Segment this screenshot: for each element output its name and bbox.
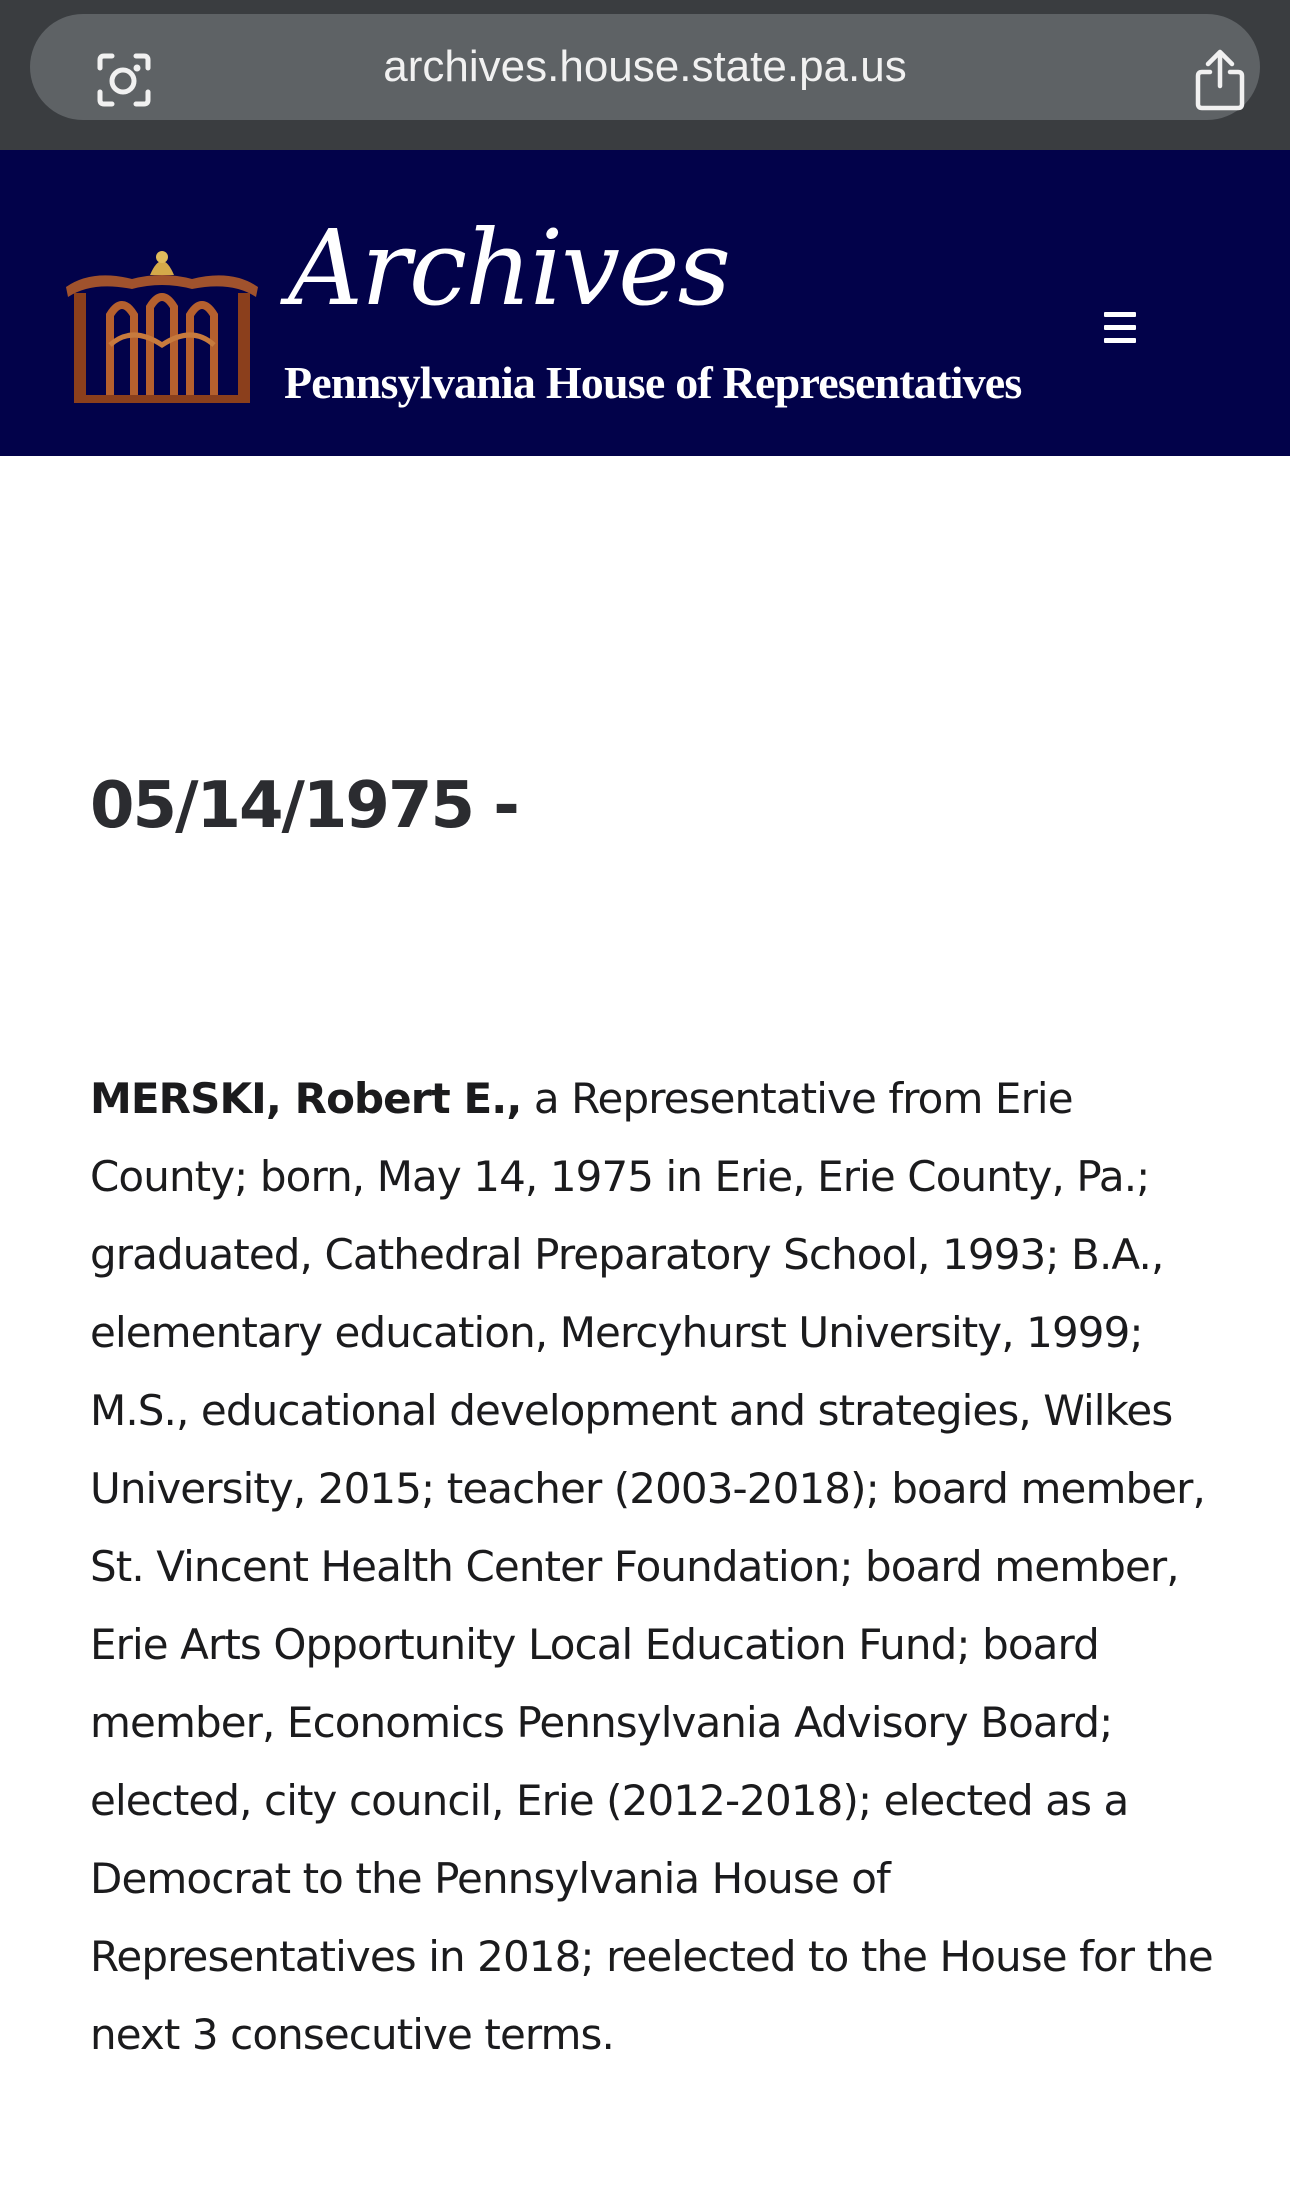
biography-text: a Representative from Erie County; born, May 14, 1975 in Erie, Erie County, Pa.; graduated, Cathedral Preparatory School, 1993; B.A., elementary education, Mercyhurst University, 1999; M.S., educational development and strategies, Wilkes University, 2015; teacher (2003-2018); board member, St. Vincent Health Center Foundation; board member, Erie Arts Opportunity Local Education Fund; board member, Economics Pennsylvania Advisory Board; elected, city council, Erie (2012-2018); elected as a Democrat to the Pennsylvania House of Representatives in 2018; reelected to the House for the next 3 consecutive terms. xyxy=(90,1074,1213,2059)
site-header xyxy=(0,150,1290,456)
member-biography xyxy=(90,1060,1215,2074)
url-text[interactable]: archives.house.state.pa.us xyxy=(383,42,907,91)
page-title: 05/14/1975 - xyxy=(90,769,518,843)
browser-toolbar xyxy=(0,0,1290,150)
logo-subtitle[interactable]: Pennsylvania House of Representatives xyxy=(284,357,1022,408)
address-bar[interactable] xyxy=(30,14,1260,120)
logo-archives-script[interactable]: Archives xyxy=(288,207,729,329)
speaker-chair-logo[interactable] xyxy=(62,245,262,405)
member-name: MERSKI, Robert E., xyxy=(90,1074,522,1123)
hamburger-menu-icon[interactable] xyxy=(1096,308,1146,352)
share-icon[interactable] xyxy=(1190,46,1250,112)
